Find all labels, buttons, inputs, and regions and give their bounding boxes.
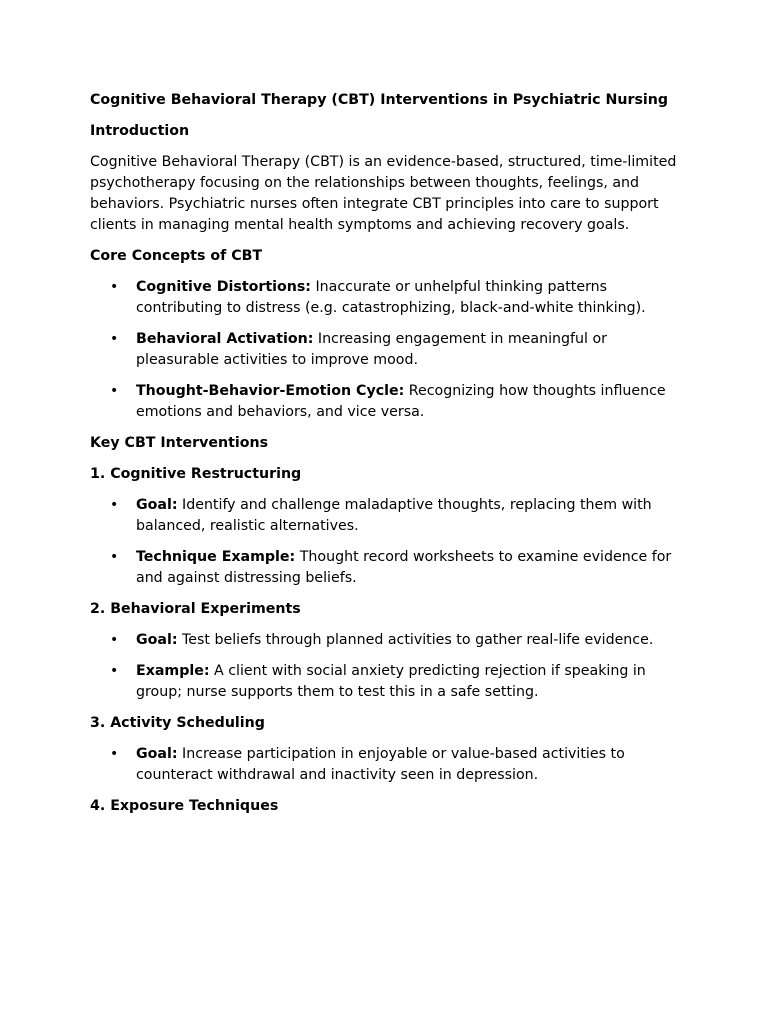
subsection-heading-behavioral-experiments: 2. Behavioral Experiments <box>90 601 301 617</box>
list-item <box>90 277 690 319</box>
list-item <box>90 547 690 589</box>
list-item-term: Example: <box>136 663 210 679</box>
bullet-icon: • <box>110 497 119 513</box>
list-item-text: Inaccurate or unhelpful thinking patterns contributing to distress (e.g. catastrophizing, black-and-white thinking). <box>136 279 646 316</box>
list-item-term: Thought-Behavior-Emotion Cycle: <box>136 383 405 399</box>
list-item-text: Identify and challenge maladaptive thoughts, replacing them with balanced, realistic alternatives. <box>136 497 652 534</box>
list-item-term: Technique Example: <box>136 549 296 565</box>
list-item <box>90 329 690 371</box>
list-item <box>90 495 690 537</box>
subsection-heading-exposure-techniques: 4. Exposure Techniques <box>90 798 279 814</box>
list-item <box>90 381 690 423</box>
section-heading-key-interventions: Key CBT Interventions <box>90 435 269 451</box>
core-concepts-list <box>90 277 690 423</box>
list-item-term: Goal: <box>136 497 178 513</box>
list-item <box>90 744 690 786</box>
list-item-term: Cognitive Distortions: <box>136 279 311 295</box>
cognitive-restructuring-list <box>90 495 690 589</box>
document-page <box>90 90 690 827</box>
document-title: Cognitive Behavioral Therapy (CBT) Interventions in Psychiatric Nursing <box>90 92 669 108</box>
list-item <box>90 630 690 651</box>
behavioral-experiments-list <box>90 630 690 703</box>
list-item-term: Goal: <box>136 632 178 648</box>
bullet-icon: • <box>110 632 119 648</box>
activity-scheduling-list <box>90 744 690 786</box>
list-item-text: A client with social anxiety predicting rejection if speaking in group; nurse supports them to test this in a safe setting. <box>136 663 646 700</box>
list-item-text: Recognizing how thoughts influence emotions and behaviors, and vice versa. <box>136 383 666 420</box>
bullet-icon: • <box>110 279 119 295</box>
bullet-icon: • <box>110 549 119 565</box>
section-heading-core-concepts: Core Concepts of CBT <box>90 248 263 264</box>
list-item <box>90 661 690 703</box>
bullet-icon: • <box>110 746 119 762</box>
list-item-term: Behavioral Activation: <box>136 331 314 347</box>
list-item-text: Thought record worksheets to examine evidence for and against distressing beliefs. <box>136 549 672 586</box>
list-item-text: Increase participation in enjoyable or value-based activities to counteract withdrawal and inactivity seen in depression. <box>136 746 625 783</box>
bullet-icon: • <box>110 663 119 679</box>
bullet-icon: • <box>110 383 119 399</box>
list-item-term: Goal: <box>136 746 178 762</box>
subsection-heading-cognitive-restructuring: 1. Cognitive Restructuring <box>90 466 302 482</box>
bullet-icon: • <box>110 331 119 347</box>
list-item-text: Increasing engagement in meaningful or pleasurable activities to improve mood. <box>136 331 607 368</box>
list-item-text: Test beliefs through planned activities to gather real-life evidence. <box>177 632 654 648</box>
introduction-paragraph: Cognitive Behavioral Therapy (CBT) is an evidence-based, structured, time-limited psychotherapy focusing on the relationships between thoughts, feelings, and behaviors. Psychiatric nurses often integrate CBT principles into care to support clients in managing mental health symptoms and achieving recovery goals. <box>90 154 677 233</box>
section-heading-introduction: Introduction <box>90 123 190 139</box>
subsection-heading-activity-scheduling: 3. Activity Scheduling <box>90 715 265 731</box>
